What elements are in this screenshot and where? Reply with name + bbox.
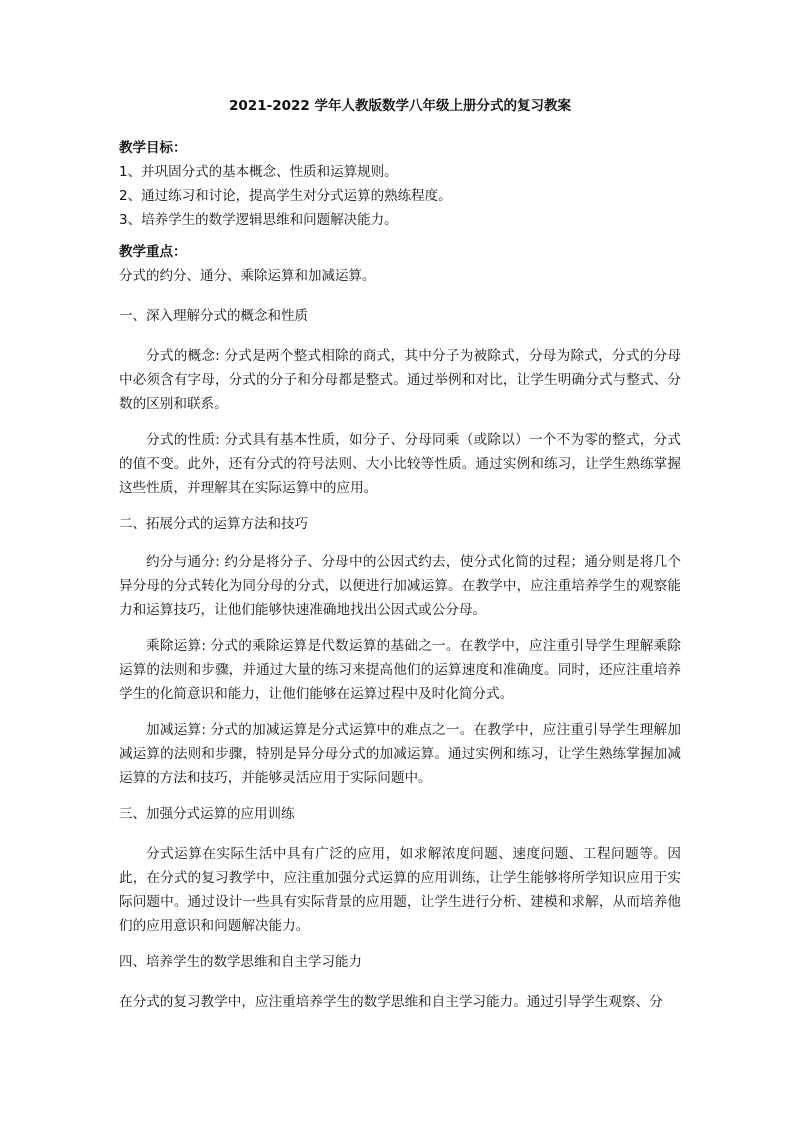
section-heading-4	[119, 950, 681, 974]
key-points-block	[119, 240, 681, 288]
section-heading-text: 二、拓展分式的运算方法和技巧	[119, 516, 308, 532]
section-heading-2	[119, 512, 681, 536]
paragraph-addition-subtraction: 加减运算: 分式的加减运算是分式运算中的难点之一。在教学中，应注重引导学生理解加减运算的法则和步骤，特别是异分母分式的加减运算。通过实例和练习，让学生熟练掌握加减运算的方法和技巧，并能够灵活应用于实际问题中。	[119, 722, 681, 786]
paragraph-fraction-properties: 分式的性质: 分式具有基本性质，如分子、分母同乘（或除以）一个不为零的整式，分式的值不变。此外，还有分式的符号法则、大小比较等性质。通过实例和练习，让学生熟练掌握这些性质，并理解其在实际运算中的应用。	[119, 432, 681, 496]
paragraph-application-training: 分式运算在实际生活中具有广泛的应用，如求解浓度问题、速度问题、工程问题等。因此，在分式的复习教学中，应注重加强分式运算的应用训练，让学生能够将所学知识应用于实际问题中。通过设计一些具有实际背景的应用题，让学生进行分析、建模和求解，从而培养他们的应用意识和问题解决能力。	[119, 846, 681, 934]
paragraph-math-thinking: 在分式的复习教学中，应注重培养学生的数学思维和自主学习能力。通过引导学生观察、分	[119, 994, 663, 1010]
objectives-heading: 教学目标：	[119, 140, 187, 156]
paragraph-multiplication-division: 乘除运算: 分式的乘除运算是代数运算的基础之一。在教学中，应注重引导学生理解乘除运算的法则和步骤，并通过大量的练习来提高他们的运算速度和准确度。同时，还应注重培养学生的化简意识和能力，让他们能够在运算过程中及时化简分式。	[119, 638, 681, 702]
section-heading-text: 三、加强分式运算的应用训练	[119, 806, 295, 822]
objective-item: 2、通过练习和讨论，提高学生对分式运算的熟练程度。	[119, 188, 452, 204]
section-heading-text: 一、深入理解分式的概念和性质	[119, 308, 308, 324]
key-points-heading: 教学重点：	[119, 244, 187, 260]
document-title: 2021-2022 学年人教版数学八年级上册分式的复习教案	[229, 98, 571, 114]
paragraph-reduction-common-denominator: 约分与通分: 约分是将分子、分母中的公因式约去，使分式化简的过程；通分则是将几个异分母的分式转化为同分母的分式，以便进行加减运算。在教学中，应注重培养学生的观察能力和运算技巧，让他们能够快速准确地找出公因式或公分母。	[119, 554, 681, 618]
section-heading-3	[119, 802, 681, 826]
objective-item: 1、并巩固分式的基本概念、性质和运算规则。	[119, 164, 398, 180]
objectives-block	[119, 136, 681, 232]
paragraph-fraction-concept: 分式的概念: 分式是两个整式相除的商式，其中分子为被除式，分母为除式，分式的分母中必须含有字母，分式的分子和分母都是整式。通过举例和对比，让学生明确分式与整式、分数的区别和联系。	[119, 348, 681, 412]
key-points-text: 分式的约分、通分、乘除运算和加减运算。	[119, 268, 376, 284]
objective-item: 3、培养学生的数学逻辑思维和问题解决能力。	[119, 212, 398, 228]
section-heading-text: 四、培养学生的数学思维和自主学习能力	[119, 954, 362, 970]
section-heading-1	[119, 304, 681, 328]
document-page	[119, 0, 681, 1123]
